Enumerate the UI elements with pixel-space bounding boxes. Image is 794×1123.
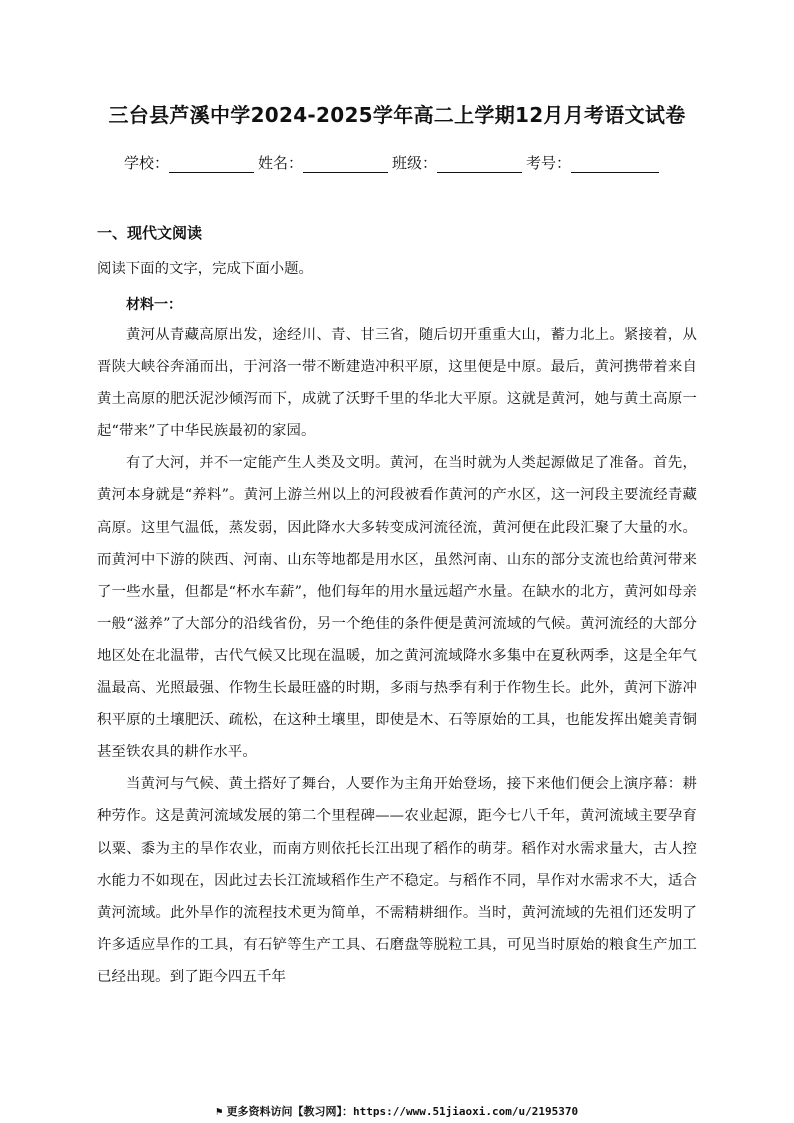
class-field [392, 152, 522, 173]
footer-banner [0, 1103, 794, 1119]
exam-number-field [526, 152, 659, 173]
reading-passage [97, 256, 697, 993]
instruction-text: 阅读下面的文字，完成下面小题。 [97, 261, 313, 277]
material-label: 材料一： [126, 297, 182, 313]
section-heading: 一、现代文阅读 [97, 224, 203, 242]
flag-icon: ⚑ [215, 1105, 223, 1118]
student-info-row [124, 152, 684, 173]
name-field [258, 152, 388, 173]
page-title: 三台县芦溪中学2024-2025学年高二上学期12月月考语文试卷 [108, 103, 686, 127]
name-blank [303, 155, 388, 173]
paragraph-1: 黄河从青藏高原出发，途经川、青、甘三省，随后切开重重大山，蓄力北上。紧接着，从晋陕大峡谷奔涌而出，于河洛一带不断建造冲积平原，这里便是中原。最后，黄河携带着来自黄土高原的肥沃泥沙倾泻而下，成就了沃野千里的华北大平原。这就是黄河，她与黄土高原一起“带来”了中华民族最初的家园。 [97, 327, 697, 440]
footer-link-text[interactable]: 更多资料访问【教习网】：https://www.51jiaoxi.com/u/2195370 [226, 1105, 579, 1118]
school-label: 学校： [124, 154, 170, 172]
class-label: 班级： [392, 154, 438, 172]
class-blank [437, 155, 522, 173]
school-field [124, 152, 254, 173]
exam-number-blank [571, 155, 659, 173]
name-label: 姓名： [258, 154, 304, 172]
exam-number-label: 考号： [526, 154, 572, 172]
paragraph-2: 有了大河，并不一定能产生人类及文明。黄河，在当时就为人类起源做足了准备。首先，黄河本身就是“养料”。黄河上游兰州以上的河段被看作黄河的产水区，这一河段主要流经青藏高原。这里气温低，蒸发弱，因此降水大多转变成河流径流，黄河便在此段汇聚了大量的水。而黄河中下游的陕西、河南、山东等地都是用水区，虽然河南、山东的部分支流也给黄河带来了一些水量，但都是“杯水车薪”，他们每年的用水量远超产水量。在缺水的北方，黄河如母亲一般“滋养”了大部分的沿线省份，另一个绝佳的条件便是黄河流域的气候。黄河流经的大部分地区处在北温带，古代气候又比现在温暖，加之黄河流域降水多集中在夏秋两季，这是全年气温最高、光照最强、作物生长最旺盛的时期，多雨与热季有利于作物生长。此外，黄河下游冲积平原的土壤肥沃、疏松，在这种土壤里，即使是木、石等原始的工具，也能发挥出媲美青铜甚至铁农具的耕作水平。 [97, 455, 697, 761]
school-blank [169, 155, 254, 173]
paragraph-3: 当黄河与气候、黄土搭好了舞台，人要作为主角开始登场，接下来他们便会上演序幕：耕种劳作。这是黄河流域发展的第二个里程碑——农业起源，距今七八千年，黄河流域主要孕育以粟、黍为主的旱作农业，而南方则依托长江出现了稻作的萌芽。稻作对水需求量大，古人控水能力不如现在，因此过去长江流域稻作生产不稳定。与稻作不同，旱作对水需求不大，适合黄河流域。此外旱作的流程技术更为简单，不需精耕细作。当时，黄河流域的先祖们还发明了许多适应旱作的工具，有石铲等生产工具、石磨盘等脱粒工具，可见当时原始的粮食生产加工已经出现。到了距今四五千年 [97, 776, 697, 985]
